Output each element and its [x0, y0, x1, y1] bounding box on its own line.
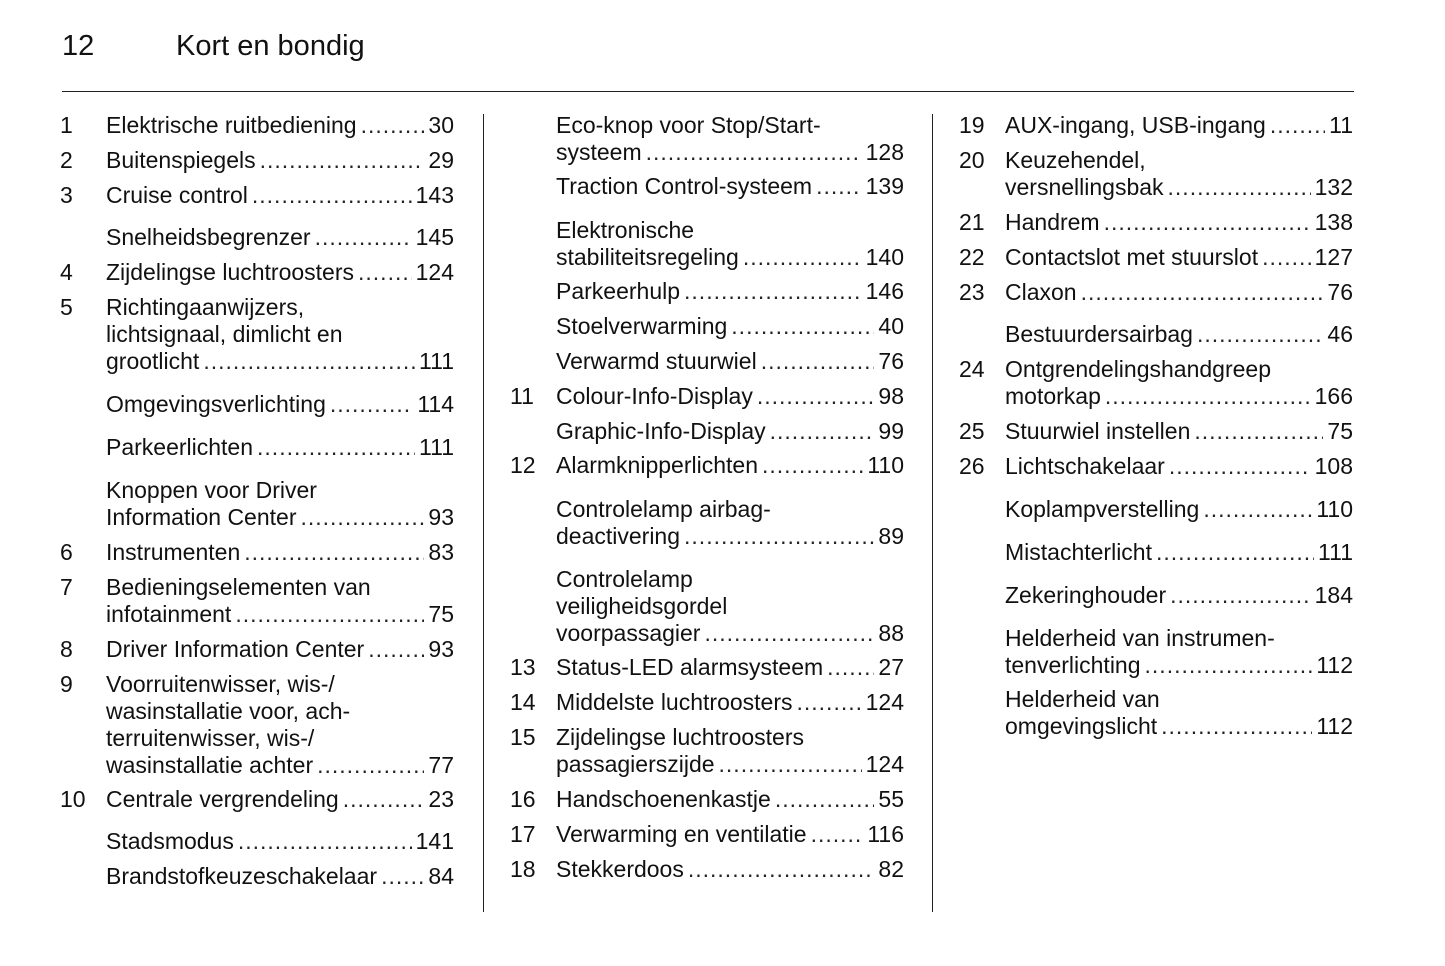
page-reference: 89	[878, 523, 904, 549]
index-column-2	[510, 112, 904, 883]
page-reference: 111	[419, 348, 454, 374]
entry-label: Driver Information Center	[106, 636, 365, 662]
entry-label: Handrem	[1005, 209, 1100, 235]
dot-leader	[1145, 652, 1313, 679]
entry-label: Mistachterlicht	[1005, 539, 1152, 565]
page-reference: 139	[865, 173, 904, 199]
page-reference: 108	[1314, 453, 1353, 479]
entry-label: Verwarmd stuurwiel	[556, 348, 757, 374]
page-reference: 76	[878, 348, 904, 374]
page-header	[0, 0, 1445, 95]
entry-label: omgevingslicht	[1005, 713, 1158, 739]
index-entry	[510, 173, 904, 200]
entry-label: grootlicht	[106, 348, 200, 374]
entry-text-line: Voorruitenwisser, wis-/	[106, 671, 335, 697]
entry-text-line: Keuzehendel,	[1005, 147, 1146, 173]
index-entry	[510, 278, 904, 305]
dot-leader	[757, 383, 875, 410]
index-entry	[510, 383, 904, 410]
dot-leader	[343, 786, 425, 813]
page-reference: 93	[428, 504, 454, 530]
entry-label: Buitenspiegels	[106, 147, 256, 173]
page-reference: 127	[1314, 244, 1353, 270]
dot-leader	[238, 828, 412, 855]
index-entry	[959, 686, 1353, 740]
entry-label: Centrale vergrendeling	[106, 786, 339, 812]
index-entry	[60, 294, 454, 375]
entry-label: Cruise control	[106, 182, 248, 208]
index-entry	[60, 671, 454, 779]
index-column-3	[959, 112, 1353, 740]
dot-leader	[368, 636, 424, 663]
entry-label: Brandstofkeuzeschakelaar	[106, 863, 378, 889]
index-entry	[510, 821, 904, 848]
page-reference: 141	[415, 828, 454, 854]
header-divider	[62, 91, 1354, 92]
index-entry	[959, 582, 1353, 609]
page-reference: 46	[1327, 321, 1353, 347]
entry-number: 9	[60, 671, 73, 697]
entry-label: Parkeerhulp	[556, 278, 681, 304]
entry-number: 14	[510, 689, 536, 715]
entry-label: stabiliteitsregeling	[556, 244, 739, 270]
index-entry	[510, 313, 904, 340]
dot-leader	[1262, 244, 1311, 271]
dot-leader	[1169, 453, 1311, 480]
dot-leader	[646, 139, 862, 166]
index-entry	[959, 279, 1353, 306]
dot-leader	[358, 259, 412, 286]
dot-leader	[743, 244, 862, 271]
entry-label: Traction Control-systeem	[556, 173, 813, 199]
index-entry	[959, 147, 1353, 201]
dot-leader	[816, 173, 862, 200]
dot-leader	[1197, 321, 1323, 348]
entry-number: 23	[959, 279, 985, 305]
entry-label: Status-LED alarmsysteem	[556, 654, 824, 680]
dot-leader	[300, 504, 424, 531]
entry-text-line: Controlelamp airbag-	[556, 496, 771, 522]
index-entry	[60, 477, 454, 531]
index-entry	[60, 224, 454, 251]
index-column-1	[60, 112, 454, 890]
entry-text-line: Zijdelingse luchtroosters	[556, 724, 805, 750]
index-entry	[510, 856, 904, 883]
entry-text-line: Elektronische	[556, 217, 695, 243]
index-entry	[510, 348, 904, 375]
entry-text-line: Helderheid van	[1005, 686, 1160, 712]
index-entry	[959, 418, 1353, 445]
dot-leader	[361, 112, 425, 139]
entry-number: 7	[60, 574, 73, 600]
index-entry	[959, 244, 1353, 271]
dot-leader	[761, 348, 875, 375]
index-entry	[510, 112, 904, 166]
dot-leader	[381, 863, 424, 890]
entry-text-line: Bedieningselementen van	[106, 574, 371, 600]
page-reference: 112	[1316, 713, 1353, 739]
entry-text-line: Knoppen voor Driver	[106, 477, 317, 503]
dot-leader	[1194, 418, 1323, 445]
page-reference: 146	[865, 278, 904, 304]
entry-label: Stadsmodus	[106, 828, 234, 854]
index-entry	[60, 574, 454, 628]
entry-label: Koplampverstelling	[1005, 496, 1200, 522]
index-entry	[510, 418, 904, 445]
entry-number: 19	[959, 112, 985, 138]
entry-number: 13	[510, 654, 536, 680]
page-reference: 140	[865, 244, 904, 270]
entry-number: 21	[959, 209, 985, 235]
index-entry	[510, 452, 904, 479]
entry-label: infotainment	[106, 601, 232, 627]
entry-text-line: veiligheidsgordel	[556, 593, 728, 619]
dot-leader	[260, 147, 425, 174]
index-entry	[959, 496, 1353, 523]
index-entry	[60, 828, 454, 855]
page-reference: 132	[1314, 174, 1353, 200]
entry-number: 11	[510, 383, 534, 409]
entry-text-line: wasinstallatie voor, ach-	[106, 698, 351, 724]
entry-label: Lichtschakelaar	[1005, 453, 1165, 479]
entry-number: 17	[510, 821, 536, 847]
column-divider	[932, 114, 933, 912]
index-entry	[60, 863, 454, 890]
entry-number: 10	[60, 786, 86, 812]
page-reference: 55	[878, 786, 904, 812]
column-divider	[483, 114, 484, 912]
dot-leader	[235, 601, 424, 628]
entry-label: Parkeerlichten	[106, 434, 254, 460]
entry-label: Alarmknipperlichten	[556, 452, 758, 478]
dot-leader	[719, 751, 862, 778]
entry-label: Graphic-Info-Display	[556, 418, 766, 444]
page-reference: 112	[1316, 652, 1353, 678]
entry-number: 18	[510, 856, 536, 882]
page-reference: 88	[878, 620, 904, 646]
index-entry	[510, 724, 904, 778]
page-reference: 30	[428, 112, 454, 138]
page-reference: 77	[428, 752, 454, 778]
entry-label: Claxon	[1005, 279, 1077, 305]
entry-label: deactivering	[556, 523, 681, 549]
index-entry	[510, 566, 904, 647]
page-reference: 114	[417, 391, 454, 417]
page-reference: 124	[865, 689, 904, 715]
page-reference: 124	[415, 259, 454, 285]
index-entry	[510, 689, 904, 716]
index-entry	[60, 259, 454, 286]
dot-leader	[315, 224, 412, 251]
entry-text-line: Helderheid van instrumen-	[1005, 625, 1275, 651]
index-entry	[510, 654, 904, 681]
page-reference: 76	[1327, 279, 1353, 305]
page-reference: 27	[878, 654, 904, 680]
index-entry	[959, 625, 1353, 679]
dot-leader	[704, 620, 874, 647]
dot-leader	[731, 313, 874, 340]
entry-label: Stekkerdoos	[556, 856, 684, 882]
dot-leader	[1168, 174, 1311, 201]
index-entry	[60, 182, 454, 209]
entry-label: Stuurwiel instellen	[1005, 418, 1191, 444]
entry-label: Middelste luchtroosters	[556, 689, 793, 715]
entry-label: Elektrische ruitbediening	[106, 112, 357, 138]
page-reference: 124	[865, 751, 904, 777]
index-entry	[510, 496, 904, 550]
dot-leader	[688, 856, 875, 883]
page-reference: 11	[1329, 112, 1353, 138]
dot-leader	[1104, 209, 1311, 236]
dot-leader	[1156, 539, 1314, 566]
entry-number: 8	[60, 636, 73, 662]
dot-leader	[1081, 279, 1324, 306]
index-entry	[959, 539, 1353, 566]
entry-text-line: terruitenwisser, wis-/	[106, 725, 315, 751]
page-reference: 82	[878, 856, 904, 882]
entry-label: Snelheidsbegrenzer	[106, 224, 311, 250]
page-reference: 184	[1314, 582, 1353, 608]
dot-leader	[827, 654, 874, 681]
entry-label: versnellingsbak	[1005, 174, 1164, 200]
entry-label: Handschoenenkastje	[556, 786, 771, 812]
page-reference: 166	[1314, 383, 1353, 409]
entry-number: 16	[510, 786, 536, 812]
entry-label: Stoelverwarming	[556, 313, 728, 339]
page-reference: 99	[878, 418, 904, 444]
index-entry	[510, 786, 904, 813]
index-entry	[60, 636, 454, 663]
dot-leader	[811, 821, 864, 848]
dot-leader	[1161, 713, 1312, 740]
entry-text-line: Eco-knop voor Stop/Start-	[556, 112, 821, 138]
page-reference: 110	[867, 452, 904, 478]
index-entry	[959, 209, 1353, 236]
dot-leader	[770, 418, 875, 445]
entry-number: 22	[959, 244, 985, 270]
dot-leader	[252, 182, 412, 209]
dot-leader	[684, 278, 862, 305]
dot-leader	[762, 452, 863, 479]
entry-label: passagierszijde	[556, 751, 715, 777]
page-reference: 75	[428, 601, 454, 627]
entry-text-line: lichtsignaal, dimlicht en	[106, 321, 343, 347]
page-reference: 111	[419, 434, 454, 460]
entry-text-line: Ontgrendelingshandgreep	[1005, 356, 1271, 382]
page-reference: 75	[1327, 418, 1353, 444]
index-entry	[60, 786, 454, 813]
entry-label: systeem	[556, 139, 642, 165]
page-reference: 111	[1318, 539, 1353, 565]
index-entry	[959, 112, 1353, 139]
dot-leader	[1270, 112, 1325, 139]
index-entry	[60, 434, 454, 461]
entry-label: AUX-ingang, USB-ingang	[1005, 112, 1266, 138]
dot-leader	[797, 689, 862, 716]
page-reference: 40	[878, 313, 904, 339]
page-reference: 128	[865, 139, 904, 165]
entry-number: 2	[60, 147, 73, 173]
entry-number: 5	[60, 294, 73, 320]
index-entry	[60, 539, 454, 566]
index-entry	[60, 147, 454, 174]
entry-number: 25	[959, 418, 985, 444]
page-reference: 116	[867, 821, 904, 847]
entry-number: 3	[60, 182, 73, 208]
dot-leader	[244, 539, 424, 566]
page-reference: 110	[1316, 496, 1353, 522]
entry-label: tenverlichting	[1005, 652, 1141, 678]
entry-label: Contactslot met stuurslot	[1005, 244, 1259, 270]
entry-label: Bestuurdersairbag	[1005, 321, 1193, 347]
dot-leader	[330, 391, 413, 418]
page-title: Kort en bondig	[176, 30, 365, 62]
entry-label: motorkap	[1005, 383, 1101, 409]
page-reference: 98	[878, 383, 904, 409]
dot-leader	[257, 434, 415, 461]
page-number: 12	[62, 30, 95, 62]
entry-text-line: Richtingaanwijzers,	[106, 294, 305, 320]
entry-label: Instrumenten	[106, 539, 241, 565]
dot-leader	[317, 752, 424, 779]
entry-number: 24	[959, 356, 985, 382]
index-entry	[60, 391, 454, 418]
entry-number: 15	[510, 724, 536, 750]
entry-text-line: Controlelamp	[556, 566, 693, 592]
dot-leader	[1170, 582, 1311, 609]
entry-label: Omgevingsverlichting	[106, 391, 326, 417]
dot-leader	[684, 523, 874, 550]
dot-leader	[1105, 383, 1311, 410]
index-entry	[959, 356, 1353, 410]
entry-label: voorpassagier	[556, 620, 701, 646]
page-reference: 23	[428, 786, 454, 812]
entry-number: 4	[60, 259, 73, 285]
entry-number: 26	[959, 453, 985, 479]
index-entry	[959, 321, 1353, 348]
page-reference: 29	[428, 147, 454, 173]
entry-label: Verwarming en ventilatie	[556, 821, 807, 847]
entry-number: 20	[959, 147, 985, 173]
dot-leader	[1203, 496, 1312, 523]
dot-leader	[203, 348, 415, 375]
entry-label: Colour-Info-Display	[556, 383, 753, 409]
page-reference: 83	[428, 539, 454, 565]
entry-number: 6	[60, 539, 73, 565]
entry-number: 12	[510, 452, 536, 478]
entry-label: Zijdelingse luchtroosters	[106, 259, 355, 285]
page-reference: 143	[415, 182, 454, 208]
entry-number: 1	[60, 112, 73, 138]
entry-label: wasinstallatie achter	[106, 752, 314, 778]
entry-label: Information Center	[106, 504, 297, 530]
page-reference: 93	[428, 636, 454, 662]
index-entry	[510, 217, 904, 271]
page-reference: 84	[428, 863, 454, 889]
page-reference: 138	[1314, 209, 1353, 235]
entry-label: Zekeringhouder	[1005, 582, 1167, 608]
index-entry	[959, 453, 1353, 480]
index-entry	[60, 112, 454, 139]
dot-leader	[775, 786, 875, 813]
page-reference: 145	[415, 224, 454, 250]
